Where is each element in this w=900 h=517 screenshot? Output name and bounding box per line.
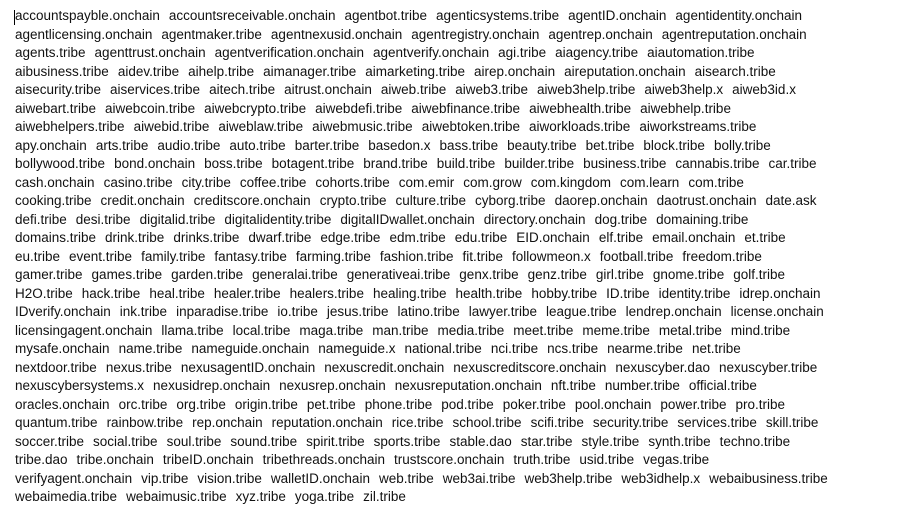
domain-name-text: org.tribe — [176, 396, 226, 412]
domain-name-text: sound.tribe — [230, 433, 298, 449]
domain-name-text: agents.tribe — [15, 45, 86, 60]
domain-name-text: pod.tribe — [441, 396, 494, 412]
domain-name-text: licensingagent.onchain — [15, 322, 153, 338]
text-line — [15, 451, 895, 470]
domain-name-text: lawyer.tribe — [468, 304, 538, 319]
domain-name-text: golf.tribe — [733, 267, 785, 282]
domain-name-text: license.onchain — [730, 304, 824, 319]
domain-name-text: drink.tribe — [105, 230, 165, 245]
domain-name-text: date.ask — [765, 193, 817, 208]
text-line — [15, 470, 895, 489]
domain-name-text: aiweb3id.x — [732, 82, 796, 97]
domain-name-text: man.tribe — [372, 322, 429, 338]
domain-name-text: aihelp.tribe — [188, 63, 255, 79]
domain-name-text: bet.tribe — [585, 137, 635, 153]
domain-name-text: aiwebid.tribe — [133, 119, 210, 134]
domain-name-text: com.tribe — [688, 174, 744, 190]
domain-name-text: agentverify.onchain — [373, 45, 490, 60]
domain-name-text: vegas.tribe — [643, 452, 710, 467]
domain-name-text: meme.tribe — [582, 322, 650, 338]
text-line — [15, 303, 895, 322]
domain-name-text: web.tribe — [378, 470, 434, 486]
domain-name-text: agi.tribe — [498, 45, 547, 60]
domain-name-text: nexusreputation.onchain — [394, 378, 542, 393]
domain-name-text: brand.tribe — [363, 156, 428, 171]
text-line — [15, 44, 895, 63]
domain-name-text: latino.tribe — [397, 304, 460, 319]
domain-name-text: nft.tribe — [550, 378, 596, 393]
domain-name-text: crypto.tribe — [319, 193, 387, 208]
domain-name-text: hack.tribe — [81, 285, 141, 301]
domain-name-text: zil.tribe — [363, 489, 406, 504]
domain-name-text: digitalIDwallet.onchain — [340, 211, 475, 227]
domain-name-text: ID.tribe — [606, 285, 650, 301]
domain-name-text: io.tribe — [277, 304, 318, 319]
domain-name-text: nci.tribe — [490, 341, 539, 356]
domain-name-text: reputation.onchain — [271, 415, 383, 430]
domain-name-text: aiweb3help.x — [644, 82, 724, 97]
domain-name-text: ink.tribe — [119, 304, 168, 319]
text-line — [15, 118, 895, 137]
domain-name-text: aiwebdefi.tribe — [315, 100, 403, 116]
text-line — [15, 488, 895, 507]
domain-name-text: dwarf.tribe — [248, 230, 312, 245]
domain-name-text: net.tribe — [691, 341, 741, 356]
domain-name-text: aiwebmusic.tribe — [312, 119, 413, 134]
domain-name-text: nameguide.x — [318, 341, 396, 356]
domain-name-text: nexuscyber.tribe — [718, 359, 818, 375]
domain-name-text: nexuscredit.onchain — [324, 359, 445, 375]
domain-name-text: family.tribe — [141, 248, 206, 264]
text-line — [15, 266, 895, 285]
domain-name-text: aisecurity.tribe — [15, 82, 102, 97]
domain-name-text: llama.tribe — [161, 322, 224, 338]
text-line — [15, 229, 895, 248]
domain-name-text: spirit.tribe — [306, 433, 365, 449]
text-line — [15, 285, 895, 304]
domain-name-text: creditscore.onchain — [193, 193, 311, 208]
domain-name-text: airep.onchain — [474, 63, 556, 79]
domain-name-text: agentbot.tribe — [344, 8, 428, 23]
domain-name-text: power.tribe — [660, 396, 727, 412]
domain-name-text: soul.tribe — [166, 433, 222, 449]
domain-name-text: pool.onchain — [574, 396, 652, 412]
domain-name-text: bond.onchain — [114, 156, 196, 171]
domain-name-text: fit.tribe — [462, 248, 503, 264]
domain-name-text: inparadise.tribe — [176, 304, 269, 319]
domain-name-text: heal.tribe — [149, 285, 205, 301]
domain-name-text: nextdoor.tribe — [15, 359, 97, 375]
domain-name-text: agentlicensing.onchain — [15, 26, 153, 42]
domain-name-text: aiweb3.tribe — [455, 82, 529, 97]
domain-name-text: daorep.onchain — [554, 193, 648, 208]
text-line — [15, 359, 895, 378]
domain-name-text: barter.tribe — [294, 137, 360, 153]
domain-name-text: quantum.tribe — [15, 415, 98, 430]
domain-name-text: digitalid.tribe — [139, 211, 216, 227]
domain-name-text: desi.tribe — [75, 211, 131, 227]
domain-name-text: social.tribe — [93, 433, 158, 449]
domain-name-text: agentverification.onchain — [214, 45, 364, 60]
domain-name-text: synth.tribe — [648, 433, 711, 449]
domain-name-text: nexusidrep.onchain — [153, 378, 271, 393]
domain-name-text: agentnexusid.onchain — [270, 26, 403, 42]
domain-name-text: webaibusiness.tribe — [709, 470, 828, 486]
domain-name-text: health.tribe — [455, 285, 523, 301]
domain-name-text: generalai.tribe — [252, 267, 338, 282]
domain-name-text: aiwebart.tribe — [15, 100, 97, 116]
domain-name-text: agentidentity.onchain — [675, 8, 803, 23]
domain-name-text: gamer.tribe — [15, 267, 83, 282]
domain-name-text: domaining.tribe — [656, 211, 749, 227]
domain-name-text: cyborg.tribe — [475, 193, 546, 208]
domain-name-text: agentmaker.tribe — [161, 26, 262, 42]
domain-name-text: web3idhelp.x — [621, 470, 701, 486]
domain-name-text: cooking.tribe — [15, 193, 92, 208]
text-line — [15, 414, 895, 433]
domain-name-text: arts.tribe — [95, 137, 149, 153]
domain-name-text: botagent.tribe — [271, 156, 355, 171]
domain-name-text: ncs.tribe — [547, 341, 599, 356]
domain-name-text: fantasy.tribe — [214, 248, 287, 264]
domain-name-text: H2O.tribe — [15, 285, 73, 301]
domain-name-text: cohorts.tribe — [315, 174, 390, 190]
text-line — [15, 192, 895, 211]
domain-name-text: media.tribe — [437, 322, 505, 338]
domain-name-text: bollywood.tribe — [15, 156, 106, 171]
domain-name-text: basedon.x — [368, 137, 431, 153]
domain-name-text: official.tribe — [688, 378, 757, 393]
text-line — [15, 26, 895, 45]
text-line — [15, 7, 895, 26]
text-line — [15, 248, 895, 267]
domain-name-text: com.kingdom — [530, 174, 612, 190]
domain-name-text: oracles.onchain — [15, 396, 110, 412]
domain-name-text: aiwebhelpers.tribe — [15, 119, 125, 134]
domain-name-text: elf.tribe — [598, 230, 644, 245]
domain-name-text: school.tribe — [452, 415, 522, 430]
domain-name-text: aiweb.tribe — [380, 82, 447, 97]
domain-name-text: agentrep.onchain — [548, 26, 653, 42]
domain-name-text: accountspayble.onchain — [15, 8, 160, 23]
text-line — [15, 211, 895, 230]
domain-name-text: metal.tribe — [658, 322, 722, 338]
domain-name-text: nexusrep.onchain — [279, 378, 386, 393]
domain-name-text: skill.tribe — [765, 415, 819, 430]
domain-name-text: block.tribe — [643, 137, 705, 153]
domain-name-text: genx.tribe — [459, 267, 519, 282]
domain-name-text: usid.tribe — [579, 452, 635, 467]
domain-name-text: aiworkloads.tribe — [529, 119, 631, 134]
domain-name-text: orc.tribe — [118, 396, 168, 412]
domain-name-text: city.tribe — [181, 174, 231, 190]
domain-name-text: name.tribe — [118, 341, 183, 356]
domain-name-text: apy.onchain — [15, 137, 87, 153]
domain-name-text: pro.tribe — [735, 396, 785, 412]
domain-name-text: agenttrust.onchain — [94, 45, 206, 60]
domain-name-text: com.emir — [398, 174, 455, 190]
domain-name-text: nexuscreditscore.onchain — [453, 359, 607, 375]
domain-name-text: sports.tribe — [373, 433, 441, 449]
domain-name-text: yoga.tribe — [294, 489, 355, 504]
domain-name-text: nearme.tribe — [607, 341, 683, 356]
domain-name-text: vision.tribe — [197, 470, 262, 486]
domain-name-text: aiwebcrypto.tribe — [204, 100, 307, 116]
domain-name-text: casino.tribe — [103, 174, 173, 190]
domain-name-text: aitrust.onchain — [284, 82, 372, 97]
domain-name-text: vip.tribe — [141, 470, 189, 486]
text-line — [15, 377, 895, 396]
domain-name-text: aiweb3help.tribe — [537, 82, 636, 97]
text-line — [15, 340, 895, 359]
domain-name-text: build.tribe — [436, 156, 496, 171]
domain-name-text: techno.tribe — [719, 433, 791, 449]
domain-name-text: trustscore.onchain — [394, 452, 505, 467]
text-line — [15, 100, 895, 119]
domain-name-text: nexuscybersystems.x — [15, 378, 145, 393]
domain-name-text: genz.tribe — [527, 267, 587, 282]
domain-name-text: phone.tribe — [364, 396, 433, 412]
domain-name-text: cash.onchain — [15, 174, 95, 190]
domain-name-text: verifyagent.onchain — [15, 470, 133, 486]
domain-name-text: daotrust.onchain — [656, 193, 757, 208]
domain-name-text: aimarketing.tribe — [365, 63, 466, 79]
text-line — [15, 155, 895, 174]
domain-name-text: aireputation.onchain — [564, 63, 686, 79]
domain-name-text: star.tribe — [520, 433, 573, 449]
domain-name-text: bolly.tribe — [713, 137, 771, 153]
domain-name-text: poker.tribe — [502, 396, 566, 412]
domain-name-text: edu.tribe — [454, 230, 508, 245]
domain-name-text: farming.tribe — [295, 248, 371, 264]
domain-name-text: aitech.tribe — [209, 82, 276, 97]
domain-name-text: scifi.tribe — [530, 415, 584, 430]
domain-name-text: directory.onchain — [483, 211, 586, 227]
domain-name-text: rice.tribe — [391, 415, 444, 430]
domain-name-text: number.tribe — [604, 378, 680, 393]
domain-name-text: truth.tribe — [513, 452, 571, 467]
domain-name-text: games.tribe — [91, 267, 163, 282]
domain-name-text: car.tribe — [768, 156, 817, 171]
domain-name-text: aisearch.tribe — [694, 63, 776, 79]
domain-name-text: meet.tribe — [513, 322, 574, 338]
text-line — [15, 137, 895, 156]
domain-name-text: digitalidentity.tribe — [224, 211, 332, 227]
domain-name-text: origin.tribe — [234, 396, 298, 412]
domain-name-text: aiservices.tribe — [110, 82, 201, 97]
domain-name-text: aiagency.tribe — [555, 45, 639, 60]
domain-name-text: com.learn — [620, 174, 680, 190]
domain-name-text: nexus.tribe — [105, 359, 172, 375]
domain-name-text: edge.tribe — [320, 230, 381, 245]
domain-name-text: coffee.tribe — [239, 174, 307, 190]
domain-name-text: business.tribe — [583, 156, 667, 171]
domain-name-text: edm.tribe — [389, 230, 446, 245]
domain-name-text: generativeai.tribe — [346, 267, 451, 282]
domain-name-text: credit.onchain — [100, 193, 185, 208]
domain-name-text: eu.tribe — [15, 248, 61, 264]
domain-name-text: stable.dao — [449, 433, 512, 449]
domain-name-text: aibusiness.tribe — [15, 63, 109, 79]
document-body[interactable] — [15, 7, 895, 507]
domain-name-text: agentID.onchain — [568, 8, 667, 23]
domain-name-text: cannabis.tribe — [675, 156, 760, 171]
domain-name-text: accountsreceivable.onchain — [168, 8, 336, 23]
domain-name-text: aiwebtoken.tribe — [421, 119, 521, 134]
domain-name-text: rainbow.tribe — [106, 415, 184, 430]
domain-name-text: web3help.tribe — [524, 470, 613, 486]
domain-name-text: agentregistry.onchain — [411, 26, 540, 42]
domain-name-text: audio.tribe — [157, 137, 221, 153]
domain-name-text: style.tribe — [581, 433, 640, 449]
domain-name-text: fashion.tribe — [379, 248, 454, 264]
domain-name-text: services.tribe — [677, 415, 757, 430]
domain-name-text: pet.tribe — [306, 396, 356, 412]
domain-name-text: healer.tribe — [213, 285, 281, 301]
domain-name-text: girl.tribe — [595, 267, 644, 282]
domain-name-text: national.tribe — [404, 341, 482, 356]
domain-name-text: healers.tribe — [289, 285, 364, 301]
domain-name-text: nexuscyber.dao — [615, 359, 710, 375]
domain-name-text: jesus.tribe — [326, 304, 389, 319]
domain-name-text: local.tribe — [232, 322, 291, 338]
domain-name-text: aiworkstreams.tribe — [639, 119, 757, 134]
domain-name-text: boss.tribe — [204, 156, 263, 171]
text-line — [15, 81, 895, 100]
domain-name-text: soccer.tribe — [15, 433, 85, 449]
domain-name-text: idrep.onchain — [739, 285, 821, 301]
domain-name-text: xyz.tribe — [235, 489, 286, 504]
domain-name-text: tribeID.onchain — [162, 452, 254, 467]
domain-name-text: builder.tribe — [504, 156, 575, 171]
domain-name-text: aiweblaw.tribe — [218, 119, 304, 134]
domain-name-text: dog.tribe — [594, 211, 648, 227]
domain-name-text: aiwebfinance.tribe — [411, 100, 521, 116]
domain-name-text: aimanager.tribe — [263, 63, 357, 79]
domain-name-text: email.onchain — [652, 230, 736, 245]
domain-name-text: aiautomation.tribe — [647, 45, 755, 60]
domain-name-text: defi.tribe — [15, 211, 67, 227]
domain-name-text: agenticsystems.tribe — [436, 8, 560, 23]
domain-name-text: followmeon.x — [511, 248, 591, 264]
text-line — [15, 433, 895, 452]
domain-name-text: walletID.onchain — [270, 470, 370, 486]
domain-name-text: maga.tribe — [299, 322, 364, 338]
domain-name-text: EID.onchain — [516, 230, 590, 245]
text-line — [15, 63, 895, 82]
domain-name-text: webaimedia.tribe — [15, 489, 118, 504]
domain-name-text: event.tribe — [69, 248, 133, 264]
domain-name-text: tribe.onchain — [76, 452, 154, 467]
domain-name-text: domains.tribe — [15, 230, 97, 245]
domain-name-text: gnome.tribe — [652, 267, 725, 282]
domain-name-text: IDverify.onchain — [15, 304, 111, 319]
domain-name-text: et.tribe — [744, 230, 786, 245]
domain-name-text: auto.tribe — [229, 137, 286, 153]
domain-name-text: agentreputation.onchain — [661, 26, 807, 42]
domain-name-text: tribethreads.onchain — [262, 452, 386, 467]
domain-name-text: mind.tribe — [730, 322, 791, 338]
domain-name-text: web3ai.tribe — [442, 470, 516, 486]
domain-name-text: hobby.tribe — [531, 285, 598, 301]
domain-name-text: aiwebhealth.tribe — [529, 100, 632, 116]
domain-name-text: garden.tribe — [171, 267, 244, 282]
domain-name-text: football.tribe — [599, 248, 674, 264]
text-line — [15, 174, 895, 193]
domain-name-text: security.tribe — [592, 415, 669, 430]
domain-name-text: lendrep.onchain — [625, 304, 722, 319]
domain-name-text: nexusagentID.onchain — [180, 359, 316, 375]
text-cursor — [14, 10, 15, 25]
domain-name-text: com.grow — [463, 174, 522, 190]
domain-name-text: league.tribe — [546, 304, 617, 319]
text-line — [15, 322, 895, 341]
domain-name-text: aiwebhelp.tribe — [640, 100, 731, 116]
text-line — [15, 396, 895, 415]
domain-name-text: culture.tribe — [395, 193, 467, 208]
domain-name-text: mysafe.onchain — [15, 341, 110, 356]
domain-name-text: webaimusic.tribe — [126, 489, 227, 504]
domain-name-text: identity.tribe — [658, 285, 731, 301]
domain-name-text: beauty.tribe — [507, 137, 577, 153]
domain-name-text: aidev.tribe — [117, 63, 180, 79]
domain-name-text: bass.tribe — [439, 137, 499, 153]
domain-name-text: drinks.tribe — [173, 230, 240, 245]
domain-name-text: aiwebcoin.tribe — [105, 100, 196, 116]
domain-name-text: freedom.tribe — [682, 248, 762, 264]
domain-name-text: healing.tribe — [372, 285, 447, 301]
domain-name-text: nameguide.onchain — [191, 341, 310, 356]
domain-name-text: tribe.dao — [15, 452, 68, 467]
domain-name-text: rep.onchain — [192, 415, 263, 430]
